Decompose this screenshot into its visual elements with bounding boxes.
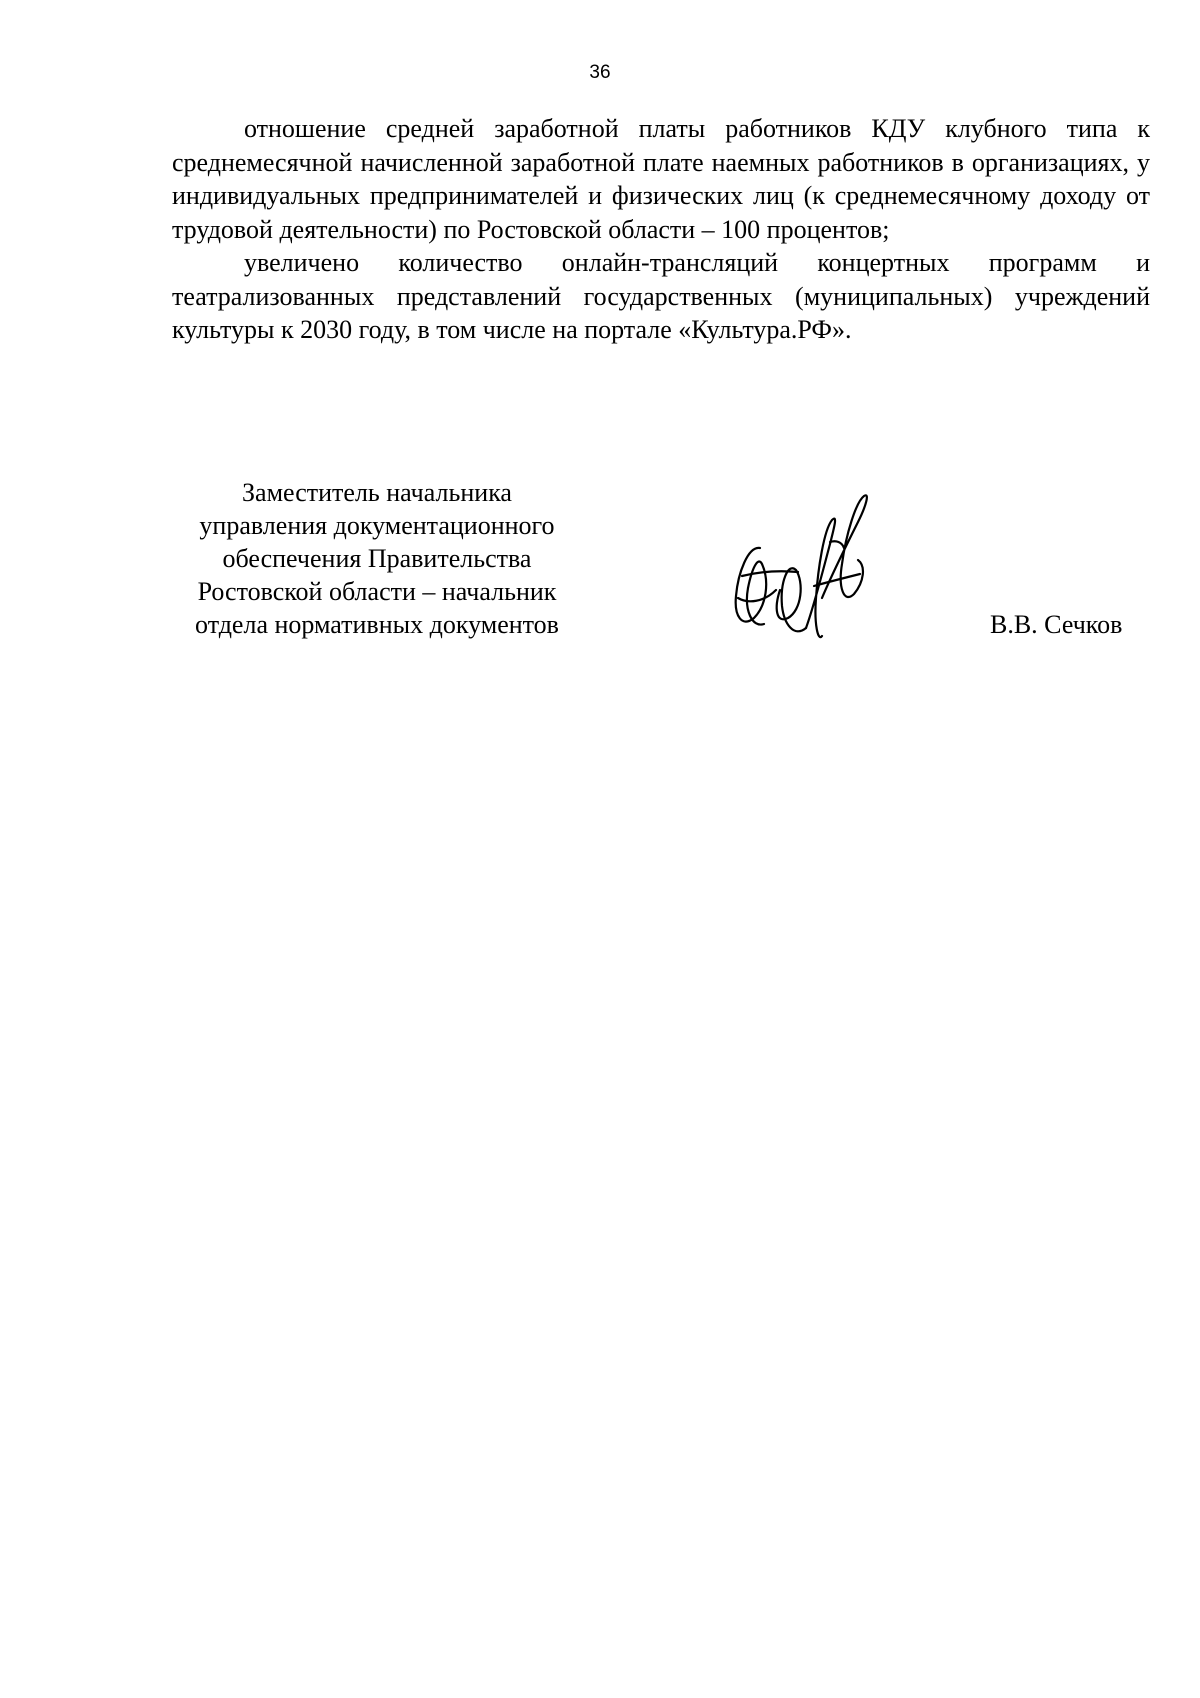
position-line: управления документационного bbox=[199, 511, 555, 540]
paragraph-online-broadcasts: увеличено количество онлайн-трансляций концертных программ и театрализованных представлений государственных (муниципальных) учреждений культуры к 2030 году, в том числе на портале «Культура.РФ». bbox=[172, 248, 1150, 344]
position-line: Заместитель начальника bbox=[242, 478, 512, 507]
position-line: обеспечения Правительства bbox=[222, 544, 532, 573]
handwritten-signature-icon bbox=[718, 478, 888, 644]
position-line: Ростовской области – начальник bbox=[197, 577, 557, 606]
signatory-name: В.В. Сечков bbox=[990, 610, 1123, 639]
signatory-position bbox=[172, 476, 582, 641]
page-number: 36 bbox=[589, 62, 611, 83]
position-line: отдела нормативных документов bbox=[195, 610, 559, 639]
document-body bbox=[172, 112, 1150, 347]
paragraph-salary-ratio: отношение средней заработной платы работников КДУ клубного типа к среднемесячной начисленной заработной плате наемных работников в организациях, у индивидуальных предпринимателей и физических лиц (к среднемесячному доходу от трудовой деятельности) по Ростовской области – 100 процентов; bbox=[172, 114, 1150, 244]
